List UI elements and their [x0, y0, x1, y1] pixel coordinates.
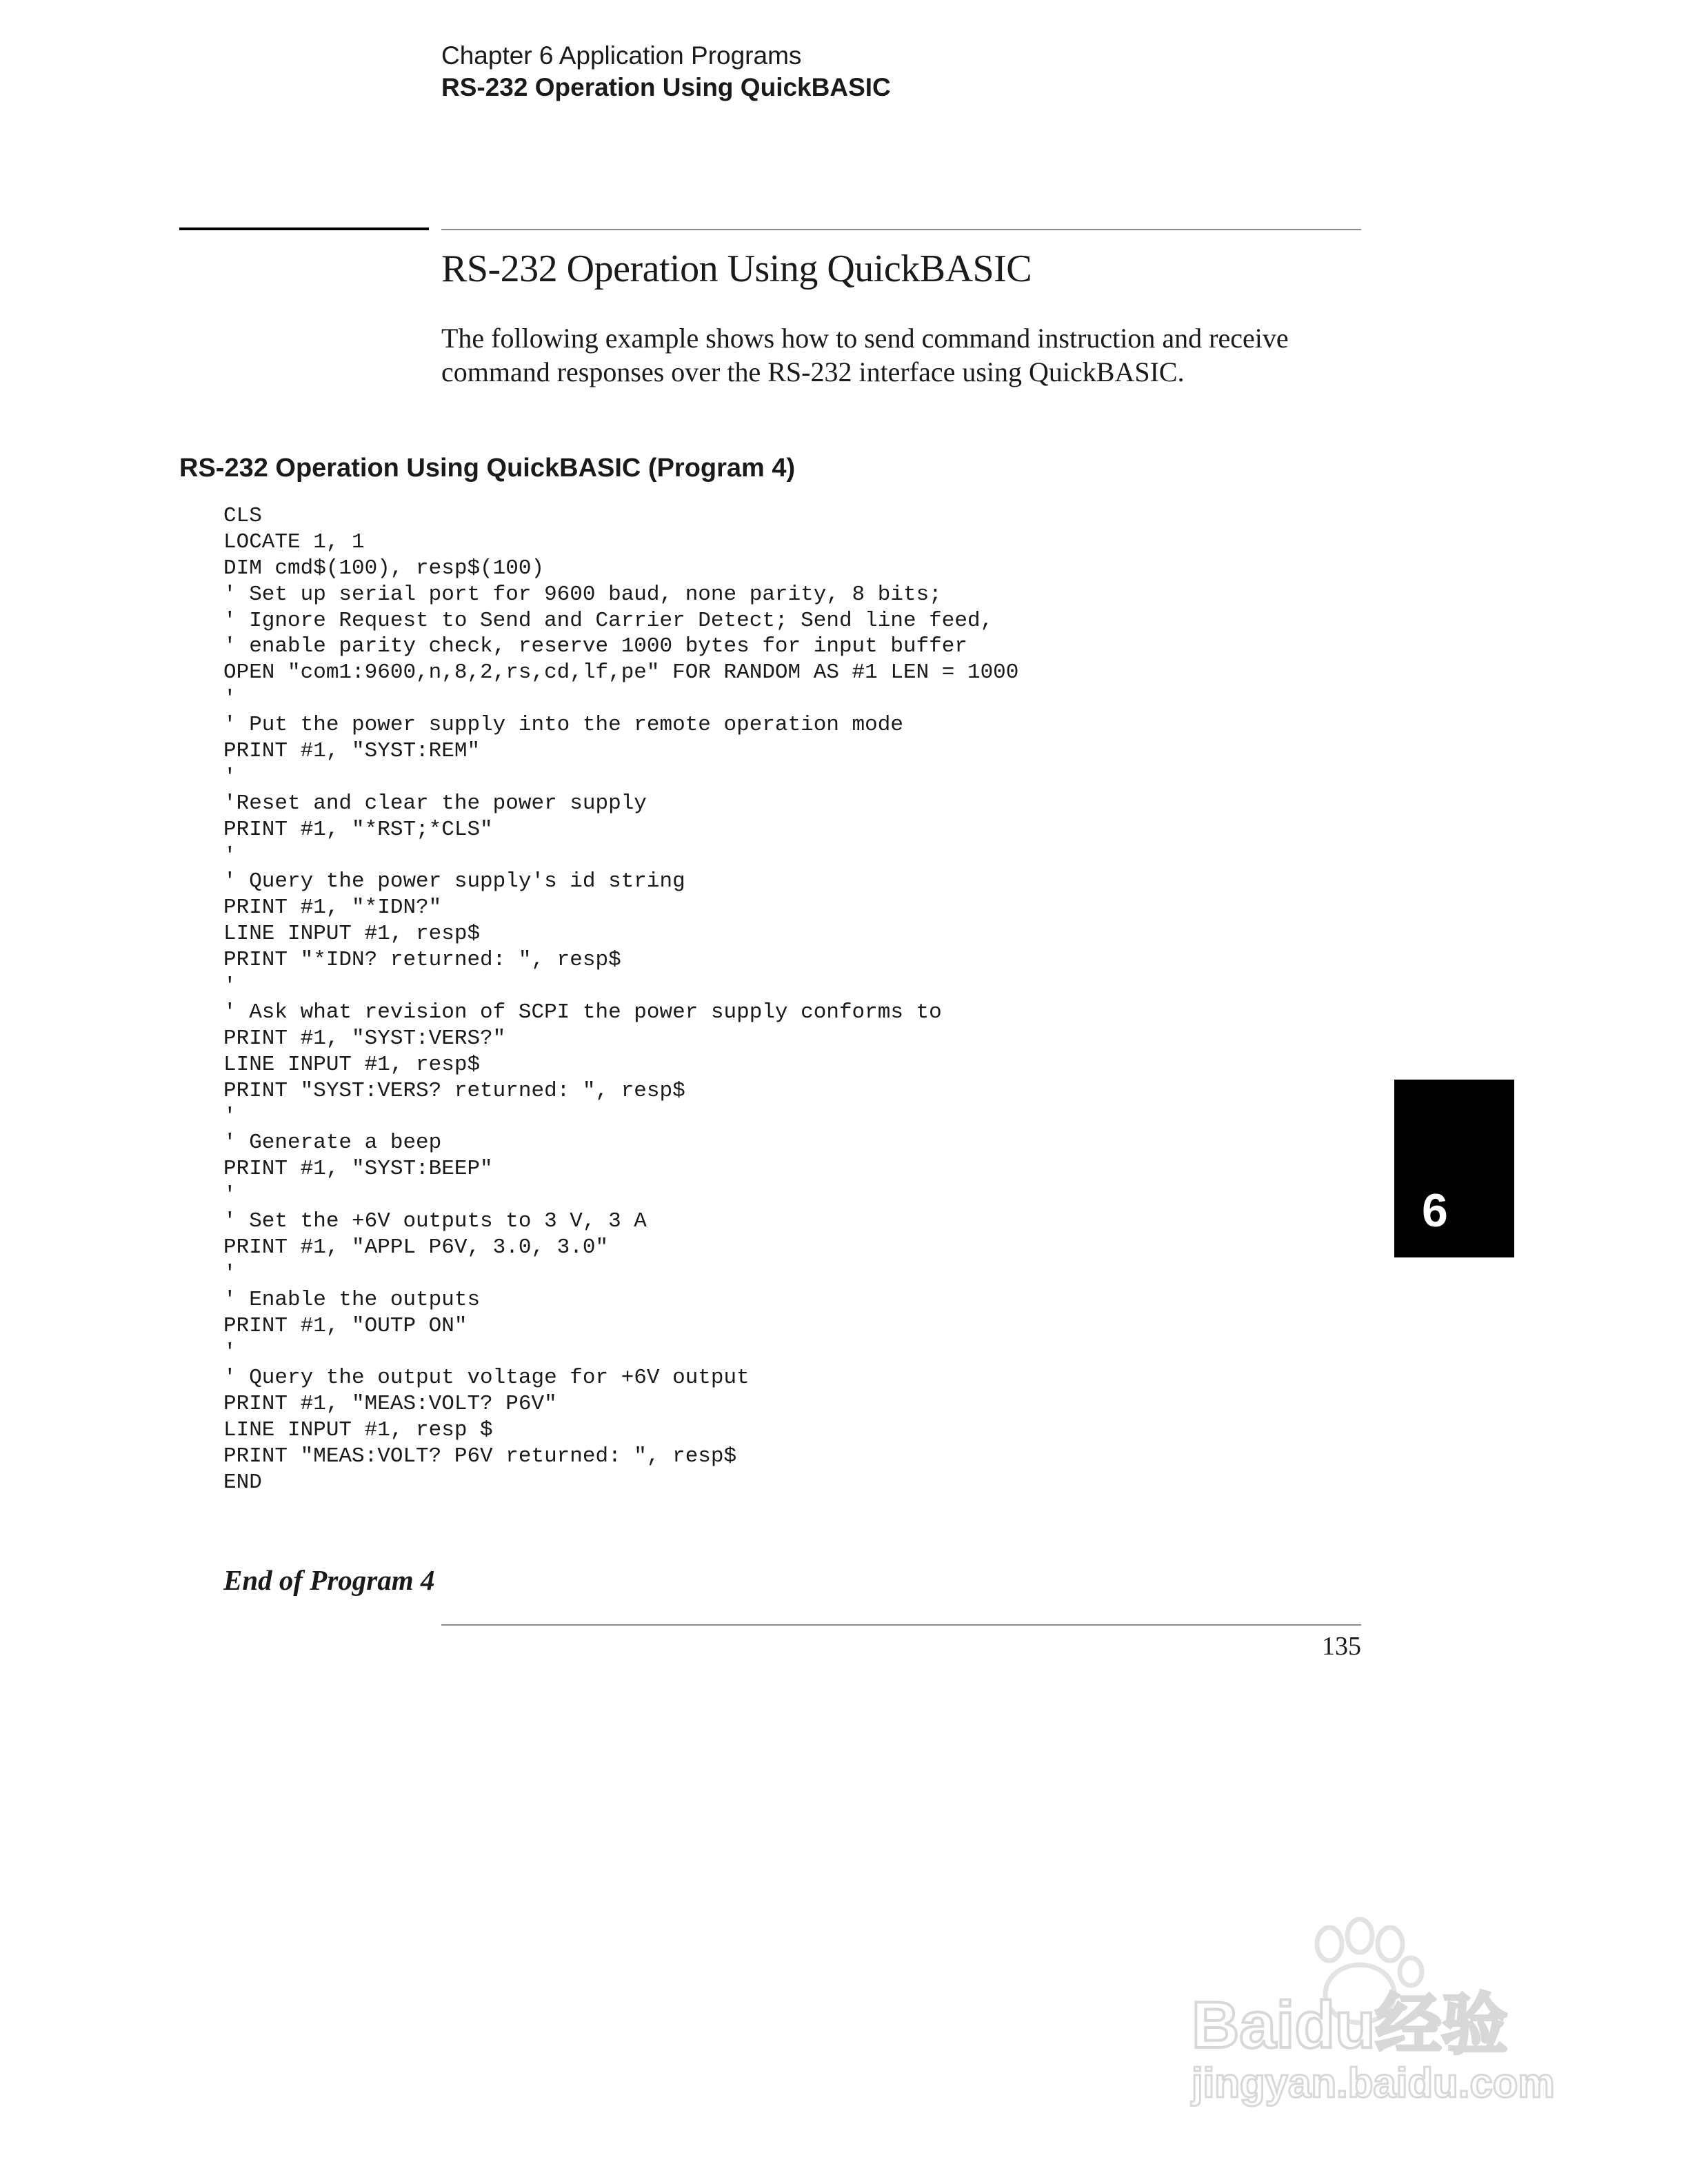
- chapter-thumb-tab: [1394, 1080, 1514, 1257]
- code-line: ' Enable the outputs: [223, 1287, 481, 1312]
- code-line: ': [223, 1183, 237, 1208]
- watermark-brand: Baidu经验: [1192, 1988, 1508, 2062]
- code-line: PRINT "*IDN? returned: ", resp$: [223, 948, 621, 973]
- section-rule-short: [179, 228, 429, 230]
- code-line: ' Put the power supply into the remote operation mode: [223, 713, 903, 738]
- page-number: 135: [1322, 1632, 1361, 1661]
- footer-rule: [441, 1624, 1361, 1626]
- code-line: LINE INPUT #1, resp$: [223, 1052, 481, 1077]
- code-line: LOCATE 1, 1: [223, 529, 365, 554]
- code-line: ' enable parity check, reserve 1000 bytes for input buffer: [223, 634, 967, 659]
- watermark-url: jingyan.baidu.com: [1192, 2060, 1555, 2106]
- code-line: ': [223, 1339, 237, 1364]
- code-line: PRINT "MEAS:VOLT? P6V returned: ", resp$: [223, 1444, 737, 1469]
- code-line: ': [223, 974, 237, 999]
- code-line: END: [223, 1470, 262, 1495]
- running-head-chapter: Chapter 6 Application Programs: [441, 41, 802, 70]
- code-line: PRINT #1, "APPL P6V, 3.0, 3.0": [223, 1235, 609, 1260]
- code-line: ': [223, 1104, 237, 1129]
- chapter-tab-number: 6: [1422, 1184, 1448, 1237]
- code-line: PRINT #1, "OUTP ON": [223, 1313, 468, 1338]
- end-of-program-label: End of Program 4: [223, 1564, 435, 1596]
- code-line: 'Reset and clear the power supply: [223, 791, 647, 816]
- code-line: PRINT #1, "MEAS:VOLT? P6V": [223, 1392, 557, 1417]
- section-title: RS-232 Operation Using QuickBASIC: [441, 247, 1032, 290]
- running-head: [441, 40, 891, 103]
- code-line: PRINT #1, "*RST;*CLS": [223, 817, 493, 842]
- code-line: OPEN "com1:9600,n,8,2,rs,cd,lf,pe" FOR RANDOM AS #1 LEN = 1000: [223, 660, 1019, 685]
- code-line: PRINT #1, "SYST:REM": [223, 739, 481, 764]
- code-line: ' Set up serial port for 9600 baud, none parity, 8 bits;: [223, 582, 942, 607]
- code-line: CLS: [223, 504, 262, 528]
- code-line: ' Query the power supply's id string: [223, 869, 685, 894]
- code-line: ' Ask what revision of SCPI the power supply conforms to: [223, 1000, 942, 1024]
- code-line: ' Ignore Request to Send and Carrier Detect; Send line feed,: [223, 608, 994, 633]
- code-line: LINE INPUT #1, resp $: [223, 1418, 493, 1443]
- code-line: ': [223, 765, 237, 789]
- code-line: ': [223, 687, 237, 711]
- code-line: PRINT #1, "SYST:VERS?": [223, 1026, 506, 1051]
- code-line: ' Set the +6V outputs to 3 V, 3 A: [223, 1209, 647, 1234]
- code-line: LINE INPUT #1, resp$: [223, 922, 481, 947]
- program-heading: RS-232 Operation Using QuickBASIC (Program 4): [179, 454, 796, 483]
- running-head-section: RS-232 Operation Using QuickBASIC: [441, 73, 891, 101]
- code-line: PRINT #1, "SYST:BEEP": [223, 1157, 493, 1182]
- code-line: ': [223, 843, 237, 868]
- code-line: ': [223, 1261, 237, 1286]
- baidu-jingyan-watermark: [1186, 1917, 1572, 2123]
- code-line: PRINT "SYST:VERS? returned: ", resp$: [223, 1078, 685, 1103]
- code-line: PRINT #1, "*IDN?": [223, 896, 442, 920]
- intro-paragraph: The following example shows how to send command instruction and receive command responses over the RS-232 interface using QuickBASIC.: [441, 323, 1289, 387]
- code-line: ' Query the output voltage for +6V output: [223, 1366, 750, 1391]
- code-line: ' Generate a beep: [223, 1131, 442, 1155]
- code-line: DIM cmd$(100), resp$(100): [223, 556, 545, 580]
- section-rule-long: [441, 229, 1361, 230]
- code-listing: [223, 503, 1018, 1496]
